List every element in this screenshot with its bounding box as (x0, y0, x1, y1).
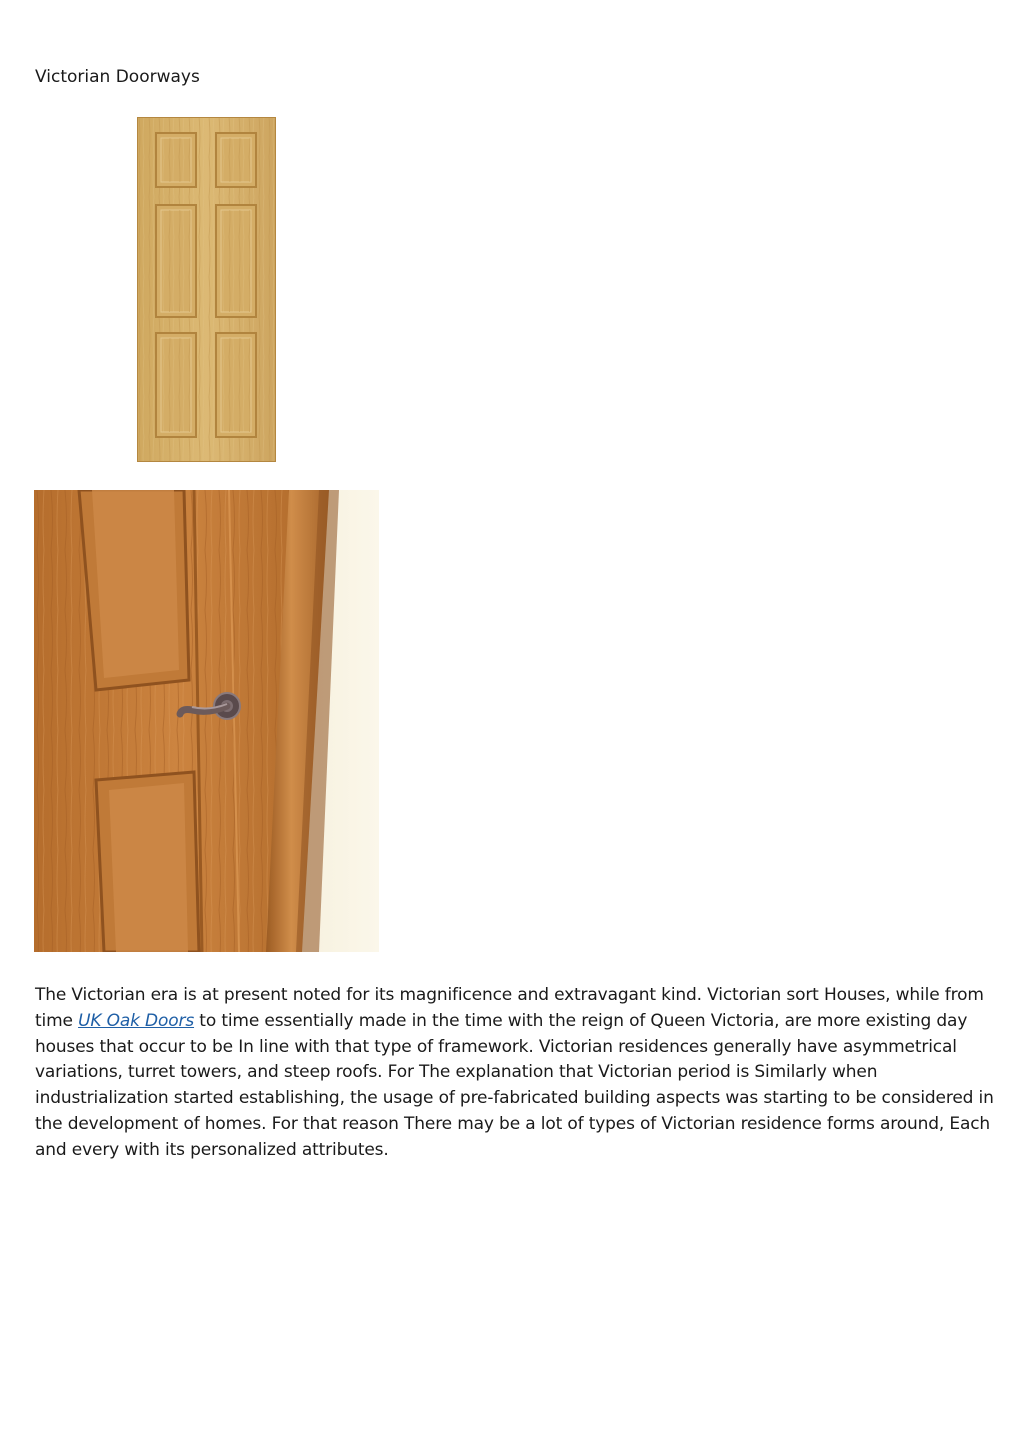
page-title: Victorian Doorways (35, 67, 200, 87)
oak-six-panel-door-image (137, 117, 276, 462)
paragraph-text-after-link: to time essentially made in the time with the reign of Queen Victoria, are more existing day houses that occur to be In line with that type of framework. Victorian residences generally have asymmetrical variations, turret towers, and steep roofs. For The explanation that Victorian period is Similarly when industrialization started establishing, the usage of pre-fabricated building aspects was starting to be considered in the development of homes. For that reason There may be a lot of types of Victorian residence forms around, Each and every with its personalized attributes. (35, 1010, 994, 1160)
oak-door-handle-closeup-image (34, 490, 379, 952)
paragraph-text-before-link: The Victorian era is at present noted for its magnificence and extravagant kind. Victorian sort Houses, while from time (35, 985, 984, 1031)
uk-oak-doors-link[interactable]: UK Oak Doors (78, 1010, 195, 1031)
body-paragraph (35, 983, 995, 1164)
